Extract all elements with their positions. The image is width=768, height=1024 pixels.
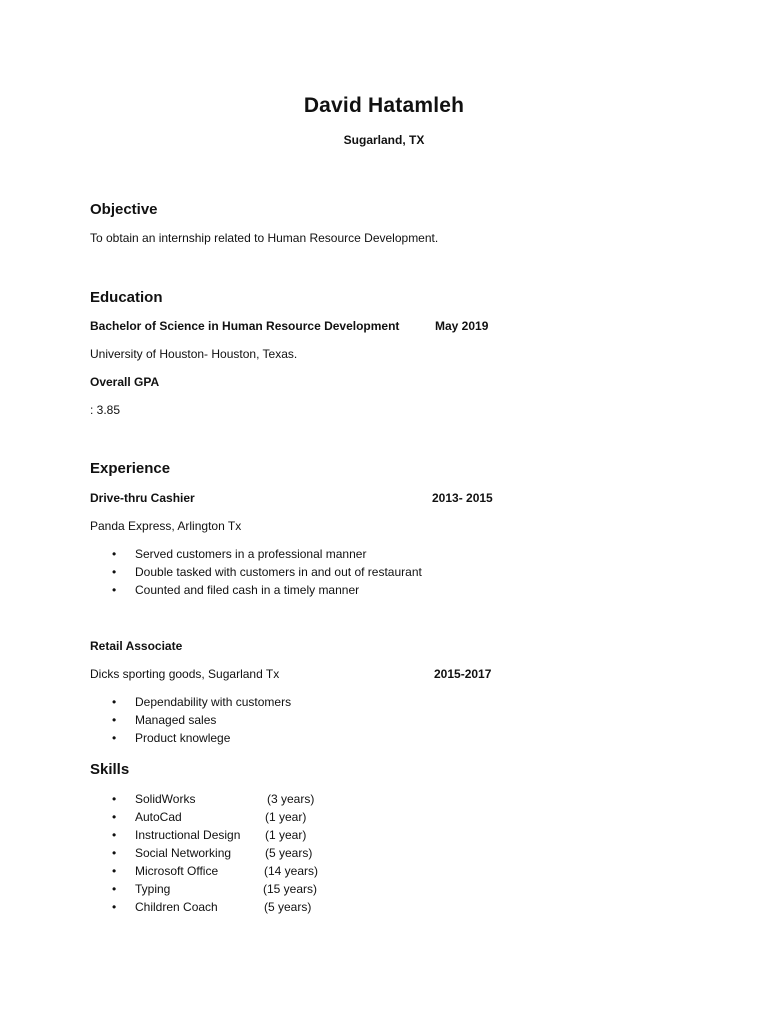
skill-name: Children Coach [135,900,218,914]
candidate-location: Sugarland, TX [343,133,425,147]
bullet-icon: • [112,864,117,878]
bullet-icon: • [112,731,117,745]
skill-name: SolidWorks [135,792,196,806]
skill-years: (3 years) [267,792,315,806]
job-dates: 2013- 2015 [432,491,493,505]
skill-years: (5 years) [264,900,312,914]
job-company: Dicks sporting goods, Sugarland Tx [90,667,280,681]
duty-text: Managed sales [135,713,217,727]
skill-name: Social Networking [135,846,232,860]
skill-years: (1 year) [265,828,307,842]
duty-text: Double tasked with customers in and out of restaurant [135,565,422,579]
degree-title: Bachelor of Science in Human Resource Development [90,319,400,333]
experience-heading: Experience [90,460,171,477]
skill-name: AutoCad [135,810,182,824]
skill-years: (1 year) [265,810,307,824]
skill-name: Microsoft Office [135,864,219,878]
gpa-label: Overall GPA [90,375,160,389]
education-heading: Education [90,289,163,306]
bullet-icon: • [112,792,117,806]
duty-text: Served customers in a professional manner [135,547,367,561]
job-company: Panda Express, Arlington Tx [90,519,242,533]
duty-text: Dependability with customers [135,695,292,709]
bullet-icon: • [112,565,117,579]
bullet-icon: • [112,713,117,727]
duty-text: Counted and filed cash in a timely manner [135,583,360,597]
job-title: Drive-thru Cashier [90,491,195,505]
candidate-name: David Hatamleh [303,94,465,117]
school-name: University of Houston- Houston, Texas. [90,347,298,361]
skills-heading: Skills [90,761,130,778]
duty-text: Product knowlege [135,731,231,745]
skill-name: Typing [135,882,171,896]
bullet-icon: • [112,810,117,824]
objective-text: To obtain an internship related to Human Resource Development. [90,231,439,245]
job-dates: 2015-2017 [434,667,492,681]
bullet-icon: • [112,828,117,842]
job-title: Retail Associate [90,639,183,653]
skill-years: (14 years) [264,864,319,878]
skill-name: Instructional Design [135,828,241,842]
bullet-icon: • [112,547,117,561]
bullet-icon: • [112,882,117,896]
bullet-icon: • [112,900,117,914]
objective-heading: Objective [90,201,158,218]
bullet-icon: • [112,846,117,860]
bullet-icon: • [112,695,117,709]
skill-years: (15 years) [263,882,318,896]
skill-years: (5 years) [265,846,313,860]
degree-date: May 2019 [435,319,489,333]
bullet-icon: • [112,583,117,597]
gpa-value: : 3.85 [90,403,121,417]
